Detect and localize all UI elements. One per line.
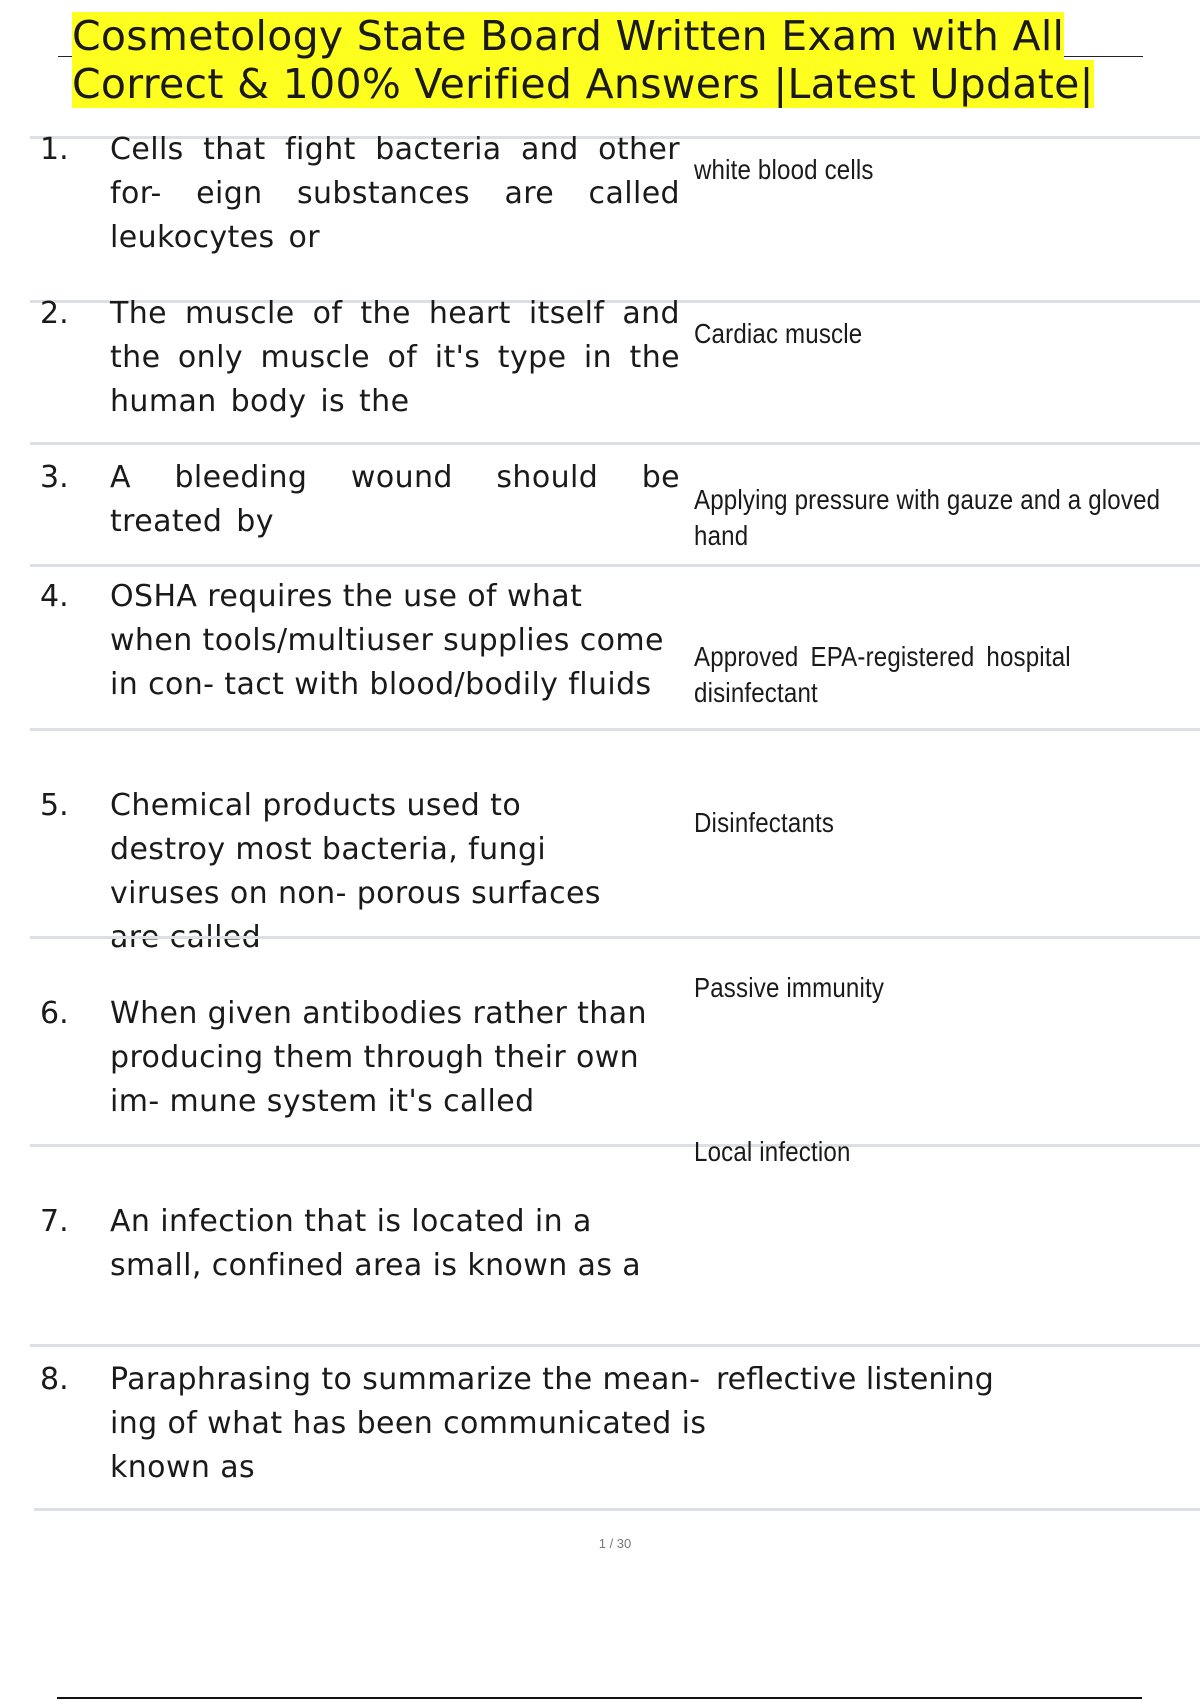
item-1-answer: white blood cells	[694, 154, 874, 185]
title-line-2: Correct & 100% Verified Answers |Latest Update|	[72, 60, 1094, 108]
item-1-question: Cells that fight bacteria and other for- eign substances are called leukocytes or	[110, 132, 680, 255]
row-divider	[30, 936, 1200, 939]
row-divider	[30, 1344, 1200, 1347]
item-7-number: 7.	[40, 1204, 69, 1239]
item-8-number: 8.	[40, 1362, 69, 1397]
title-line-1: Cosmetology State Board Written Exam with All	[72, 12, 1065, 60]
item-8-question: Paraphrasing to summarize the mean- ing of what has been communicated is known as	[110, 1362, 707, 1485]
item-6-answer: Passive immunity	[694, 972, 885, 1003]
item-6-number: 6.	[40, 996, 69, 1031]
item-5-answer: Disinfectants	[694, 807, 835, 838]
item-8-answer: reflective listening	[716, 1362, 994, 1397]
row-divider	[34, 1508, 1200, 1511]
item-2-number: 2.	[40, 296, 69, 331]
item-7-answer: Local infection	[694, 1136, 851, 1167]
document-title	[72, 12, 1102, 108]
item-1-number: 1.	[40, 132, 69, 167]
item-5-question: Chemical products used to destroy most bacteria, fungi viruses on non- porous surfaces are called	[110, 788, 601, 955]
item-7-question: An infection that is located in a small, confined area is known as a	[110, 1204, 642, 1283]
item-4-number: 4.	[40, 579, 69, 614]
item-3-question: A bleeding wound should be treated by	[110, 460, 680, 539]
item-3-answer: Applying pressure with gauze and a gloved hand	[694, 484, 1161, 551]
row-divider	[30, 564, 1200, 567]
row-divider	[30, 728, 1200, 731]
item-2-answer: Cardiac muscle	[694, 318, 863, 349]
item-6-question: When given antibodies rather than producing them through their own im- mune system it's called	[110, 996, 647, 1119]
item-2-question: The muscle of the heart itself and the only muscle of it's type in the human body is the	[110, 296, 680, 419]
item-4-answer: Approved EPA-registered hospital disinfectant	[694, 641, 1071, 708]
item-3-number: 3.	[40, 460, 69, 495]
item-5-number: 5.	[40, 788, 69, 823]
page-bottom-rule	[57, 1697, 1142, 1699]
page-number: 1 / 30	[598, 1536, 632, 1551]
item-4-question: OSHA requires the use of what when tools/multiuser supplies come in con- tact with blood/bodily fluids	[110, 579, 664, 702]
row-divider	[30, 442, 1200, 445]
